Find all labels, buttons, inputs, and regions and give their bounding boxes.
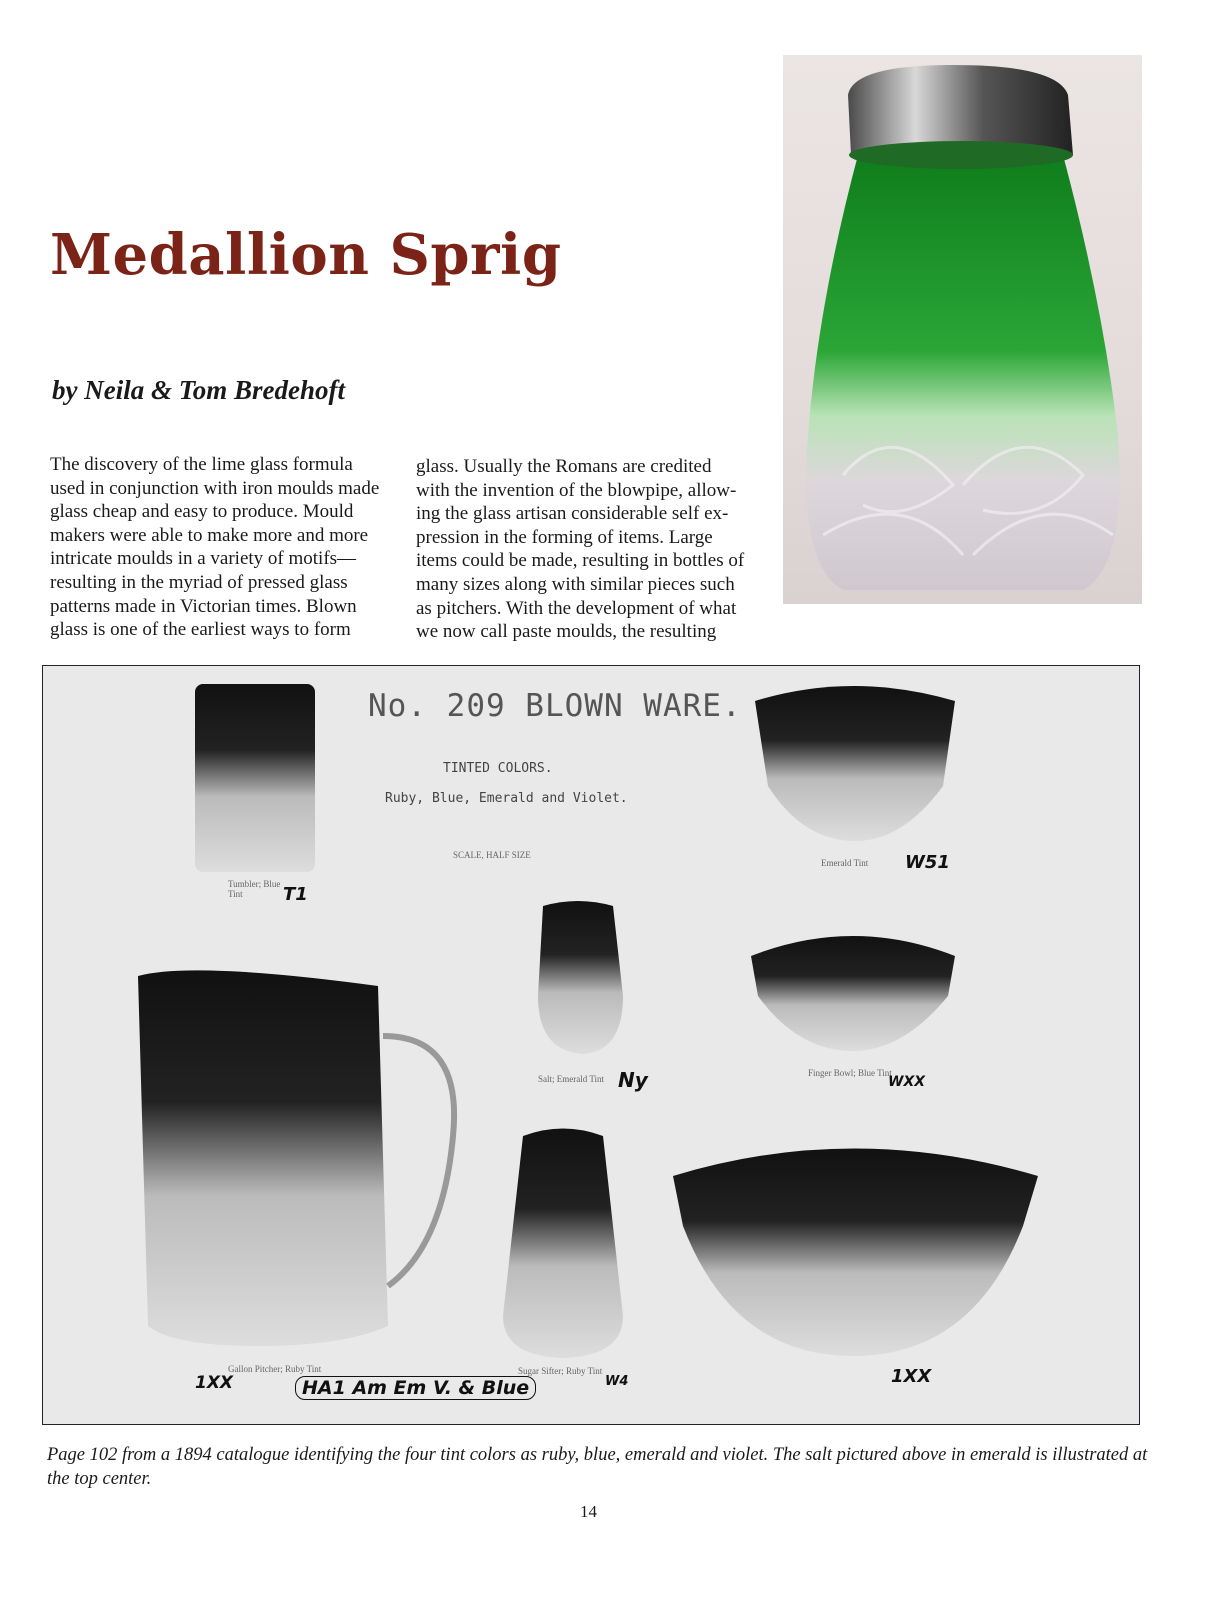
text-line: The discovery of the lime glass formula — [50, 454, 353, 475]
text-line: patterns made in Victorian times. Blown — [50, 595, 357, 617]
text-line: we now call paste moulds, the resulting — [416, 621, 717, 643]
handwritten-bowl: W51 — [905, 852, 950, 873]
sugar-sifter-illustration — [503, 1129, 623, 1359]
salt-shaker-photo — [783, 55, 1142, 604]
text-line: pression in the forming of items. Large — [416, 526, 713, 548]
text-line: glass is one of the earliest ways to form — [50, 619, 351, 641]
handwritten-tumbler: T1 — [283, 884, 308, 905]
figure-caption: Page 102 from a 1894 catalogue identifying the four tint colors as ruby, blue, emerald and violet. The salt pictured above in emerald is illustrated at the top center. — [47, 1445, 1148, 1489]
handwritten-pitcher: 1XX — [195, 1373, 234, 1393]
byline: by Neila & Tom Bredehoft — [52, 375, 345, 405]
text-line: resulting in the myriad of pressed glass — [50, 571, 348, 593]
emerald-salt-shaker-image — [783, 55, 1142, 604]
body-column-1 — [50, 453, 379, 642]
text-line: ing the glass artisan considerable self ex- — [416, 503, 729, 525]
text-line: items could be made, resulting in bottles of — [416, 550, 745, 572]
finger-bowl-label: Finger Bowl; Blue Tint — [808, 1068, 892, 1078]
pitcher-illustration — [138, 970, 388, 1346]
catalogue-subheading: TINTED COLORS. — [443, 761, 553, 776]
pitcher-label: Gallon Pitcher; Ruby Tint — [228, 1364, 322, 1374]
catalogue-colors: Ruby, Blue, Emerald and Violet. — [385, 791, 628, 806]
text-line: with the invention of the blowpipe, allow- — [416, 479, 737, 501]
text-line: many sizes along with similar pieces such — [416, 573, 735, 595]
bowl-illustration — [755, 686, 955, 841]
text-line: glass cheap and easy to produce. Mould — [50, 501, 354, 523]
handwritten-sugar: W4 — [605, 1374, 629, 1389]
text-line: glass. Usually the Romans are credited — [416, 456, 712, 477]
catalogue-illustrations — [43, 666, 1139, 1424]
finger-bowl-illustration — [751, 936, 955, 1051]
sugar-sifter-label: Sugar Sifter; Ruby Tint — [518, 1366, 603, 1376]
salt-label: Salt; Emerald Tint — [538, 1074, 605, 1084]
body-column-2 — [416, 455, 744, 644]
tumbler-illustration — [195, 684, 315, 872]
handwritten-berry-bowl: 1XX — [891, 1366, 932, 1387]
catalogue-scale: SCALE, HALF SIZE — [453, 850, 531, 860]
handwritten-finger-bowl: WXX — [888, 1074, 926, 1090]
berry-bowl-illustration — [673, 1149, 1038, 1357]
text-line: as pitchers. With the development of what — [416, 597, 737, 619]
handwritten-salt: Ny — [618, 1068, 648, 1092]
page-number: 14 — [580, 1502, 597, 1521]
article-title: Medallion Sprig — [50, 222, 562, 288]
tumbler-label: Tumbler; Blue Tint — [228, 879, 281, 899]
text-line: intricate moulds in a variety of motifs— — [50, 548, 357, 570]
catalogue-heading: No. 209 BLOWN WARE. — [368, 688, 742, 724]
bowl-label: Emerald Tint — [821, 858, 869, 868]
salt-illustration — [538, 901, 623, 1054]
handwritten-pitcher-note: HA1 Am Em V. & Blue — [295, 1376, 536, 1400]
catalogue-page-image — [42, 665, 1140, 1425]
text-line: used in conjunction with iron moulds made — [50, 477, 380, 499]
text-line: makers were able to make more and more — [50, 524, 369, 546]
